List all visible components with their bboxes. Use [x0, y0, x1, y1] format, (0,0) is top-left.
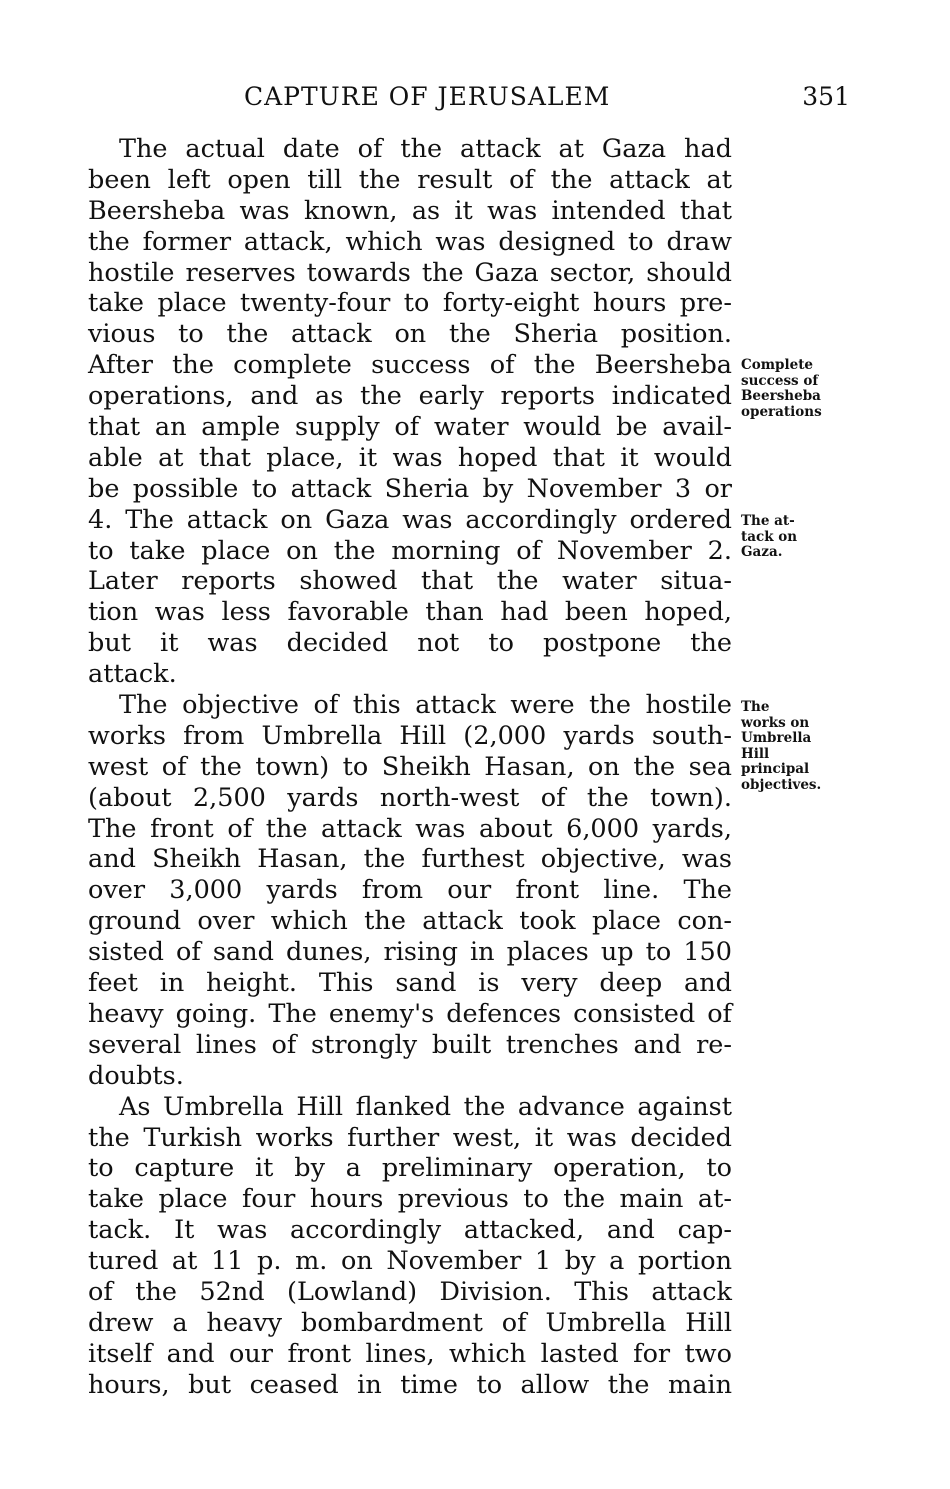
- text-line: The objective of this attack were the hostile: [119, 690, 732, 721]
- sidenote-complete-success: [741, 358, 861, 420]
- text-line: to capture it by a preliminary operation, to: [88, 1153, 732, 1184]
- text-line: sisted of sand dunes, rising in places up to 150: [88, 937, 732, 968]
- sidenote-line: Beersheba: [741, 388, 821, 404]
- text-line: the former attack, which was designed to draw: [88, 226, 732, 257]
- text-line: (about 2,500 yards north-west of the town).: [88, 782, 732, 813]
- text-line: that an ample supply of water would be avail-: [88, 412, 732, 443]
- text-line: take place twenty-four to forty-eight hours pre-: [88, 288, 732, 319]
- sidenote-line: Hill: [741, 745, 770, 762]
- text-line: able at that place, it was hoped that it would: [88, 442, 732, 473]
- sidenote-line: success of: [741, 372, 819, 389]
- text-line: but it was decided not to postpone the: [88, 628, 732, 659]
- text-line: vious to the attack on the Sheria position.: [88, 319, 732, 350]
- running-title: CAPTURE OF JERUSALEM: [244, 82, 611, 111]
- page-number: 351: [802, 82, 850, 111]
- text-line: several lines of strongly built trenches and re-: [88, 1029, 732, 1060]
- text-line: itself and our front lines, which lasted for two: [88, 1338, 732, 1369]
- sidenote-line: principal: [741, 761, 810, 777]
- sidenote-line: objectives.: [741, 776, 822, 793]
- text-line: As Umbrella Hill flanked the advance against: [119, 1091, 732, 1122]
- sidenote-attack-on-gaza: [741, 514, 861, 561]
- text-line: The front of the attack was about 6,000 yards,: [88, 813, 732, 844]
- text-line: heavy going. The enemy's defences consisted of: [88, 998, 732, 1029]
- text-line: drew a heavy bombardment of Umbrella Hill: [88, 1307, 732, 1338]
- sidenote-line: operations: [741, 403, 822, 420]
- text-line: been left open till the result of the attack at: [88, 164, 732, 195]
- sidenote-line: works on: [741, 714, 810, 731]
- text-line: Later reports showed that the water situa-: [88, 566, 732, 597]
- text-line: and Sheikh Hasan, the furthest objective, was: [88, 844, 732, 875]
- text-line: of the 52nd (Lowland) Division. This attack: [88, 1276, 732, 1307]
- text-line: take place four hours previous to the main at-: [88, 1184, 732, 1215]
- sidenote-line: The at-: [741, 513, 795, 529]
- running-head: [88, 82, 850, 114]
- text-line: feet in height. This sand is very deep and: [88, 968, 732, 999]
- text-line: be possible to attack Sheria by November 3 or: [88, 473, 732, 504]
- text-line: to take place on the morning of November 2.: [88, 535, 732, 566]
- sidenote-line: tack on: [741, 528, 798, 545]
- text-line: hostile reserves towards the Gaza sector, should: [88, 257, 732, 288]
- sidenote-line: Complete: [741, 357, 814, 373]
- text-line: over 3,000 yards from our front line. The: [88, 875, 732, 906]
- text-line: After the complete success of the Beersheba: [88, 350, 732, 381]
- text-line: 4. The attack on Gaza was accordingly ordered: [88, 504, 732, 535]
- text-line: doubts.: [88, 1060, 184, 1091]
- sidenote-umbrella-hill: [741, 700, 861, 793]
- text-line: attack.: [88, 659, 177, 690]
- text-line: tured at 11 p. m. on November 1 by a portion: [88, 1246, 732, 1277]
- text-line: operations, and as the early reports indicated: [88, 381, 732, 412]
- text-line: tack. It was accordingly attacked, and cap-: [88, 1215, 732, 1246]
- sidenote-line: The: [741, 699, 770, 715]
- text-line: The actual date of the attack at Gaza had: [119, 134, 732, 164]
- text-line: works from Umbrella Hill (2,000 yards south-: [88, 720, 732, 751]
- sidenote-line: Gaza.: [741, 544, 783, 560]
- sidenote-line: Umbrella: [741, 730, 812, 746]
- text-line: hours, but ceased in time to allow the main: [88, 1369, 732, 1400]
- text-line: Beersheba was known, as it was intended that: [88, 195, 732, 226]
- body-text: [88, 134, 732, 1401]
- text-line: tion was less favorable than had been hoped,: [88, 597, 732, 628]
- text-line: ground over which the attack took place con-: [88, 906, 732, 937]
- text-line: west of the town) to Sheikh Hasan, on the sea: [88, 751, 732, 782]
- text-line: the Turkish works further west, it was decided: [88, 1122, 732, 1153]
